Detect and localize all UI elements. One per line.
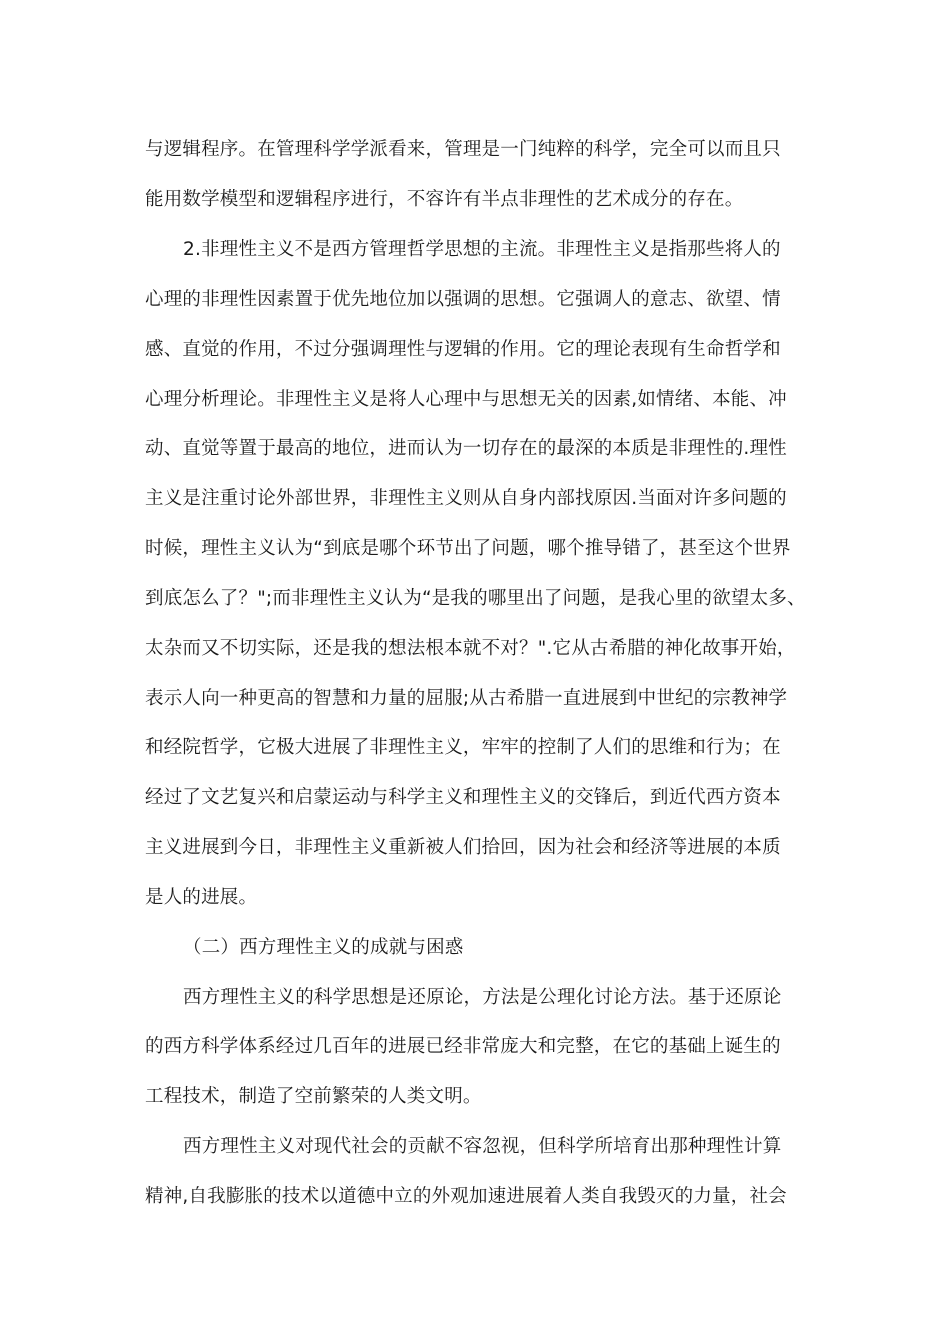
text-line: 与逻辑程序。在管理科学学派看来，管理是一门纯粹的科学，完全可以而且只: [145, 139, 781, 160]
text-line: 主义进展到今日，非理性主义重新被人们拾回，因为社会和经济等进展的本质: [145, 837, 781, 858]
text-line: 经过了文艺复兴和启蒙运动与科学主义和理性主义的交锋后，到近代西方资本: [145, 787, 781, 808]
text-line: 时候，理性主义认为“到底是哪个环节出了问题，哪个推导错了，甚至这个世界: [145, 538, 791, 559]
text-line: 心理分析理论。非理性主义是将人心理中与思想无关的因素,如情绪、本能、冲: [145, 389, 787, 410]
text-line: 感、直觉的作用，不过分强调理性与逻辑的作用。它的理论表现有生命哲学和: [145, 339, 781, 360]
text-line: 到底怎么了？";而非理性主义认为“是我的哪里出了问题，是我心里的欲望太多、: [145, 588, 806, 609]
text-line: 和经院哲学，它极大进展了非理性主义，牢牢的控制了人们的思维和行为；在: [145, 737, 781, 758]
text-line: 能用数学模型和逻辑程序进行，不容许有半点非理性的艺术成分的存在。: [145, 189, 744, 210]
text-line: 的西方科学体系经过几百年的进展已经非常庞大和完整，在它的基础上诞生的: [145, 1036, 781, 1057]
section-heading: （二）西方理性主义的成就与困惑: [183, 937, 464, 958]
text-line: 表示人向一种更高的智慧和力量的屈服;从古希腊一直进展到中世纪的宗教神学: [145, 688, 788, 709]
paragraph-start-line: 2.非理性主义不是西方管理哲学思想的主流。非理性主义是指那些将人的: [183, 239, 781, 260]
text-line: 心理的非理性因素置于优先地位加以强调的思想。它强调人的意志、欲望、情: [145, 289, 781, 310]
text-line: 精神,自我膨胀的技术以道德中立的外观加速进展着人类自我毁灭的力量，社会: [145, 1186, 787, 1207]
text-line: 动、直觉等置于最高的地位，进而认为一切存在的最深的本质是非理性的.理性: [145, 438, 787, 459]
text-line: 主义是注重讨论外部世界，非理性主义则从自身内部找原因.当面对许多问题的: [145, 488, 787, 509]
text-line: 工程技术，制造了空前繁荣的人类文明。: [145, 1086, 482, 1107]
paragraph-start-line: 西方理性主义的科学思想是还原论，方法是公理化讨论方法。基于还原论: [183, 987, 782, 1008]
paragraph-start-line: 西方理性主义对现代社会的贡献不容忽视，但科学所培育出那种理性计算: [183, 1136, 782, 1157]
text-line: 是人的进展。: [145, 887, 258, 908]
text-line: 太杂而又不切实际，还是我的想法根本就不对？".它从古希腊的神化故事开始，: [145, 638, 796, 659]
